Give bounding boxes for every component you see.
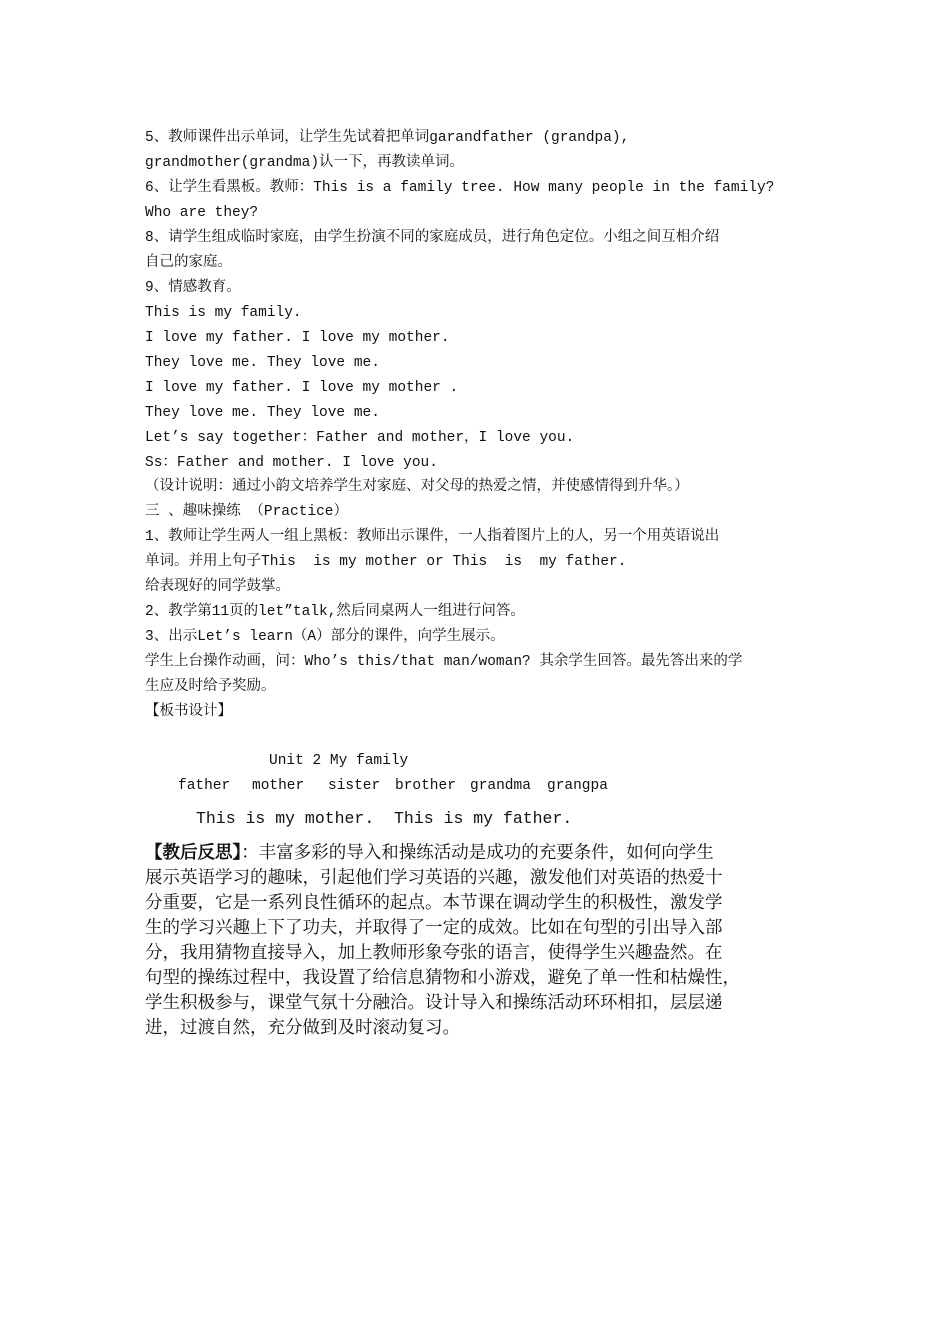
text-line: 句型的操练过程中，我设置了给信息猜物和小游戏，避免了单一性和枯燥性， xyxy=(145,968,740,988)
text-line: 5、教师课件出示单词，让学生先试着把单词garandfather (grandpa), xyxy=(145,130,630,146)
board-word: brother xyxy=(395,778,456,794)
reflection-heading: 【教后反思】 xyxy=(145,843,242,863)
board-word: grangpa xyxy=(547,778,608,794)
text-line: I love my father. I love my mother. xyxy=(145,330,450,346)
board-word: father xyxy=(178,778,231,794)
text-line: This is my family. xyxy=(145,305,302,321)
section-heading: 【板书设计】 xyxy=(145,704,232,720)
text-line: 分重要，它是一系列良性循环的起点。本节课在调动学生的积极性，激发学 xyxy=(145,893,723,913)
board-word: grandma xyxy=(470,778,531,794)
board-word: sister xyxy=(328,778,381,794)
text-line: 2、教学第11页的let”talk,然后同桌两人一组进行问答。 xyxy=(145,604,525,620)
text-line: 进，过渡自然，充分做到及时滚动复习。 xyxy=(145,1018,460,1038)
text-line: 学生积极参与，课堂气氛十分融洽。设计导入和操练活动环环相扣，层层递 xyxy=(145,993,723,1013)
text-line: 学生上台操作动画，问：Who’s this/that man/woman? 其余学生回答。最先答出来的学 xyxy=(145,654,743,670)
text-line: 展示英语学习的趣味，引起他们学习英语的兴趣，激发他们对英语的热爱十 xyxy=(145,868,723,888)
text-line: （设计说明：通过小韵文培养学生对家庭、对父母的热爱之情，并使感情得到升华。） xyxy=(145,479,689,495)
board-sentence: This is my mother. This is my father. xyxy=(196,809,573,828)
text-line: 6、让学生看黑板。教师：This is a family tree. How many people in the family? xyxy=(145,180,775,196)
text-line: Who are they? xyxy=(145,205,259,221)
text-line: Let’s say together：Father and mother，I love you. xyxy=(145,430,575,446)
text-line: 给表现好的同学鼓掌。 xyxy=(145,579,290,595)
text-line: They love me. They love me. xyxy=(145,405,380,421)
board-title: Unit 2 My family xyxy=(269,753,409,769)
text-line: 生的学习兴趣上下了功夫，并取得了一定的成效。比如在句型的引出导入部 xyxy=(145,918,723,938)
text-line: I love my father. I love my mother . xyxy=(145,380,459,396)
text-line: 1、教师让学生两人一组上黑板：教师出示课件，一人指着图片上的人，另一个用英语说出 xyxy=(145,529,720,545)
text-line: 单词。并用上句子This is my mother or This is my father. xyxy=(145,554,627,570)
text-line: Ss：Father and mother. I love you. xyxy=(145,455,438,471)
text-line: They love me. They love me. xyxy=(145,355,380,371)
text-line: 3、出示Let’s learn（A）部分的课件，向学生展示。 xyxy=(145,629,505,645)
text-line: 自己的家庭。 xyxy=(145,255,232,271)
text-line: ：丰富多彩的导入和操练活动是成功的充要条件，如何向学生 xyxy=(241,843,714,863)
text-line: 生应及时给予奖励。 xyxy=(145,679,276,695)
text-line: 分，我用猜物直接导入，加上教师形象夸张的语言，使得学生兴趣盎然。在 xyxy=(145,943,723,963)
text-line: 9、情感教育。 xyxy=(145,280,241,296)
text-line: grandmother(grandma)认一下，再教读单词。 xyxy=(145,155,465,171)
board-word: mother xyxy=(252,778,305,794)
text-line: 8、请学生组成临时家庭，由学生扮演不同的家庭成员，进行角色定位。小组之间互相介绍 xyxy=(145,230,720,246)
section-heading: 三 、趣味操练 （Practice） xyxy=(145,504,349,520)
